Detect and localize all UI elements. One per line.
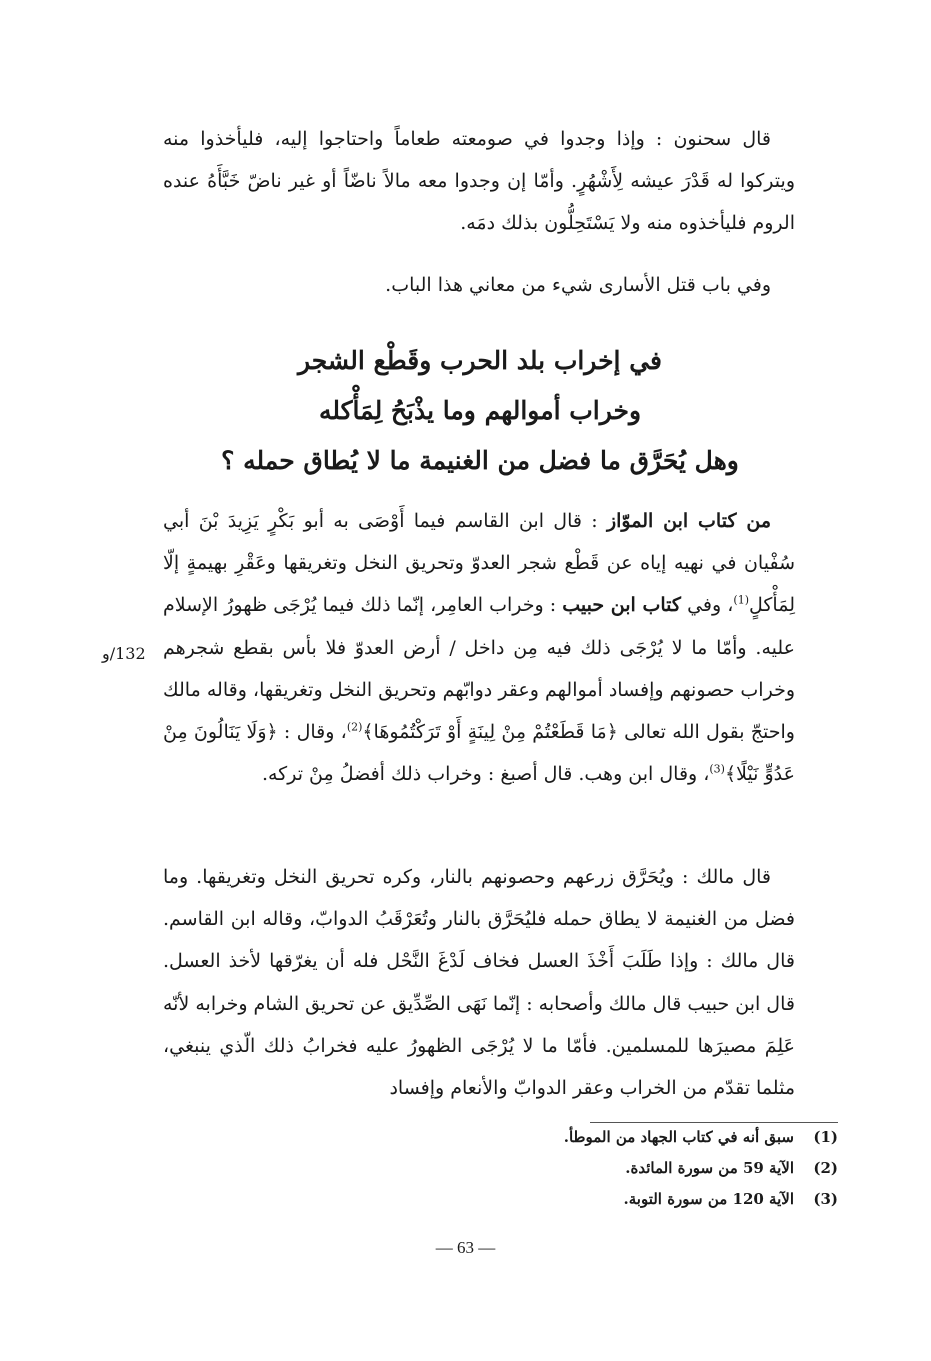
text-run: ، وقال : ﴿وَلَا يَنَالُونَ مِنْ عَدُوٍّ نَيْلًا﴾: [163, 721, 795, 786]
paragraph-malik: [163, 856, 795, 1109]
footnote-number: (3): [813, 1190, 838, 1208]
paragraph-cross-reference: [163, 264, 795, 306]
page-number: — 63 —: [435, 1238, 496, 1257]
heading-line-2: وخراب أموالهم وما يذْبَحُ لِمَأْكله: [318, 396, 642, 425]
text-run: ، وفي: [680, 594, 734, 617]
heading-line-3: وهل يُحَرَّق ما فضل من الغنيمة ما لا يُطاق حمله ؟: [221, 446, 739, 475]
footnote: [450, 1184, 838, 1215]
paragraph-ibn-mawwaz: [163, 500, 795, 795]
footnote-number: (1): [813, 1128, 838, 1146]
paragraph-text: قال مالك : ويُحَرَّق زرعهم وحصونهم بالنار، وكره تحريق النخل وتغريقها. وما فضل من الغنيمة لا يطاق حمله فليُحَرَّق بالنار وتُعَرْقَبُ الدوابّ، وقاله ابن القاسم. قال مالك : وإذا طَلَبَ أَخْذَ العسل فخاف لَدْغَ النَّحْل فله أن يغرّقها لأخذ العسل. قال ابن حبيب قال مالك وأصحابه : إنّما نَهَى الصِّدِّيق عن تحريق الشام وخرابه لأنّه عَلِمَ مصيرَها للمسلمين. فأمّا ما لا يُرْجَى الظهورُ عليه فخرابُ ذلك الّذي ينبغي، مثلما تقدّم من الخراب وعقر الدوابّ والأنعام وإفساد: [163, 866, 795, 1100]
paragraph-text: قال سحنون : وإذا وجدوا في صومعته طعاماً واحتاجوا إليه، فليأخذوا منه ويتركوا له قَدْرَ عيشه لِأَشْهُرٍ. وأمّا إن وجدوا معه مالاً ناضّاً أو غير ناضّ خَبَّأَهُ عنده الروم فليأخذوه منه ولا يَسْتَحِلُّون بذلك دمَه.: [163, 128, 795, 234]
section-heading: [160, 336, 800, 486]
text-run: : وخراب العامِر، إنّما ذلك فيما يُرْجَى ظهورُ الإسلام عليه. وأمّا ما لا يُرْجَى ذلك فيه مِن داخل / أرض العدوّ فلا بأس بقطع شجرهم وخراب حصونهم وإفساد أموالهم وعقر دوابّهم وتحريق النخل وتغريقها، وقاله مالك واحتجّ بقول الله تعالى ﴿مَا قَطَعْتُمْ مِنْ لِينَةٍ أَوْ تَرَكْتُمُوهَا﴾: [163, 594, 795, 744]
footnote-text: سبق أنه في كتاب الجهاد من الموطأ.: [563, 1128, 794, 1146]
footnote-ref-1: (1): [733, 594, 749, 608]
footnote-text: الآية 120 من سورة التوبة.: [623, 1190, 794, 1208]
footnote-number: (2): [813, 1159, 838, 1177]
paragraph-sahnun: [163, 118, 795, 244]
footnote: [450, 1122, 838, 1153]
paragraph-text: [163, 500, 795, 795]
heading-line-1: في إخراب بلد الحرب وقَطْع الشجر: [297, 346, 662, 375]
footnotes: [450, 1122, 838, 1215]
source-title: من كتاب ابن الموّاز: [606, 510, 771, 532]
footnote-text: الآية 59 من سورة المائدة.: [625, 1159, 794, 1177]
footnote-ref-3: (3): [709, 762, 725, 776]
paragraph-text: وفي باب قتل الأسارى شيء من معاني هذا الباب.: [385, 274, 771, 296]
text-run: : قال ابن القاسم فيما أَوْصَى به أبو بَكْرٍ يَزِيدَ بْنَ أبي سُفْيان في نهيه إياه عن قَطْع شجر العدوّ وتحريق النخل وتغريقها وعَقْرِ بهيمةٍ إلّا لِمَأْكلٍ: [163, 510, 795, 617]
text-run: ، وقال ابن وهب. قال أصبغ : وخراب ذلك أفضلُ مِنْ تركه.: [261, 763, 710, 786]
source-title: كتاب ابن حبيب: [562, 594, 681, 617]
manuscript-folio-note: 132/و: [102, 644, 146, 663]
footnote-ref-2: (2): [346, 720, 363, 734]
footnote: [450, 1153, 838, 1184]
